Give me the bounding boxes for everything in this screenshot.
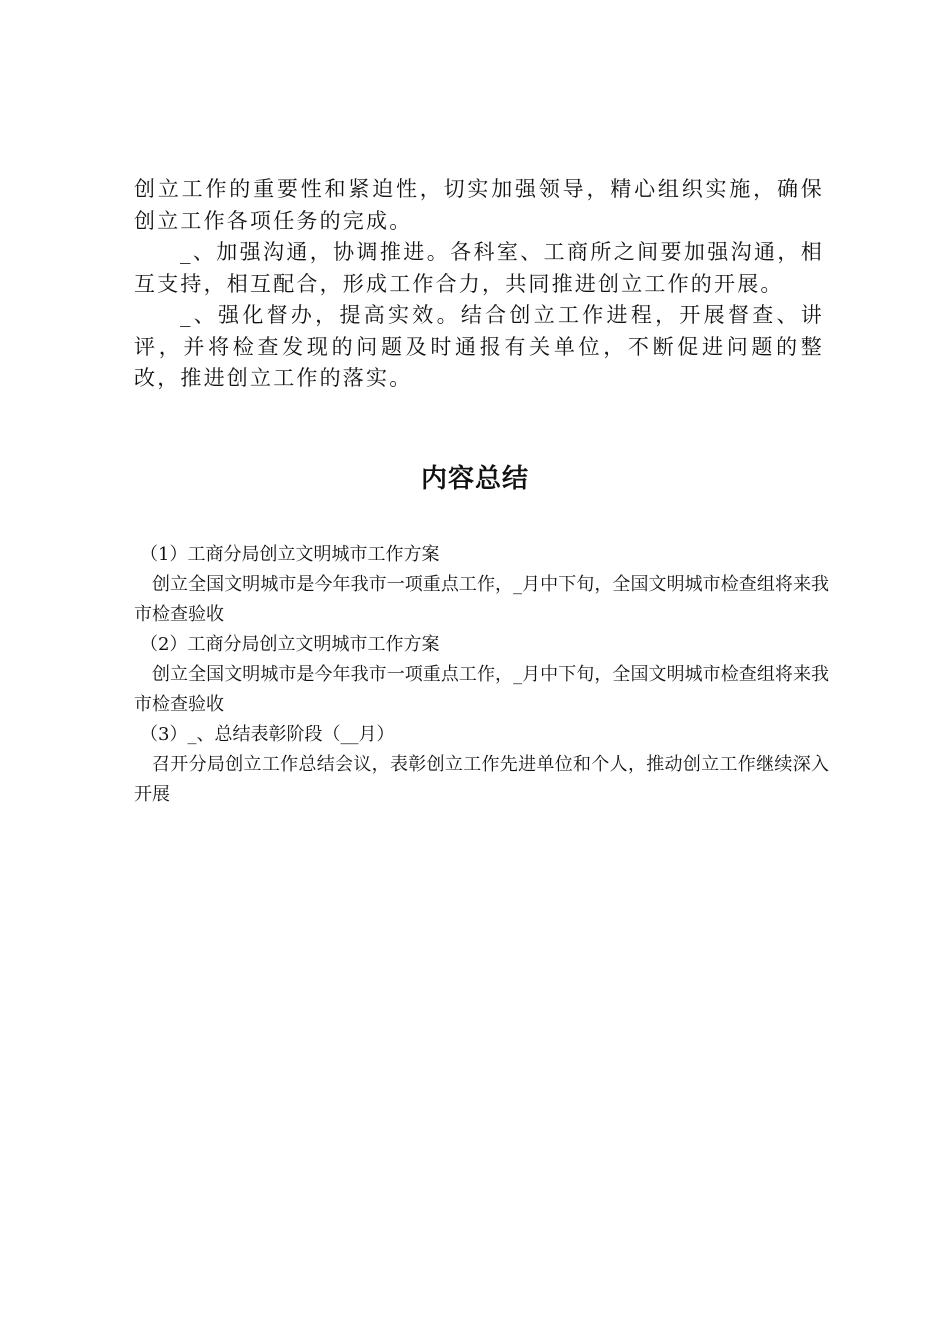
summary-item-text: 召开分局创立工作总结会议，表彰创立工作先进单位和个人，推动创立工作继续深入开展	[134, 754, 829, 805]
summary-item-heading: （1）工商分局创立文明城市工作方案	[140, 544, 440, 565]
summary-title: 内容总结	[420, 464, 529, 494]
summary-item-heading: （3）_、总结表彰阶段（__月）	[140, 724, 395, 745]
body-paragraph-1: 创立工作的重要性和紧迫性，切实加强领导，精心组织实施，确保创立工作各项任务的完成。	[134, 177, 824, 233]
summary-item-1	[134, 540, 829, 630]
summary-item-text: 创立全国文明城市是今年我市一项重点工作，_月中下旬，全国文明城市检查组将来我市检查验收	[134, 574, 829, 625]
body-paragraph-3: _、强化督办，提高实效。结合创立工作进程，开展督查、讲评，并将检查发现的问题及时通报有关单位，不断促进问题的整改，推进创立工作的落实。	[134, 303, 824, 390]
body-paragraph-2: _、加强沟通，协调推进。各科室、工商所之间要加强沟通，相互支持，相互配合，形成工作合力，共同推进创立工作的开展。	[134, 240, 824, 296]
summary-item-text: 创立全国文明城市是今年我市一项重点工作，_月中下旬，全国文明城市检查组将来我市检查验收	[134, 664, 829, 715]
body-text-section	[134, 174, 824, 395]
summary-section	[134, 540, 829, 810]
summary-item-3	[134, 720, 829, 810]
summary-item-2	[134, 630, 829, 720]
summary-item-heading: （2）工商分局创立文明城市工作方案	[140, 634, 440, 655]
